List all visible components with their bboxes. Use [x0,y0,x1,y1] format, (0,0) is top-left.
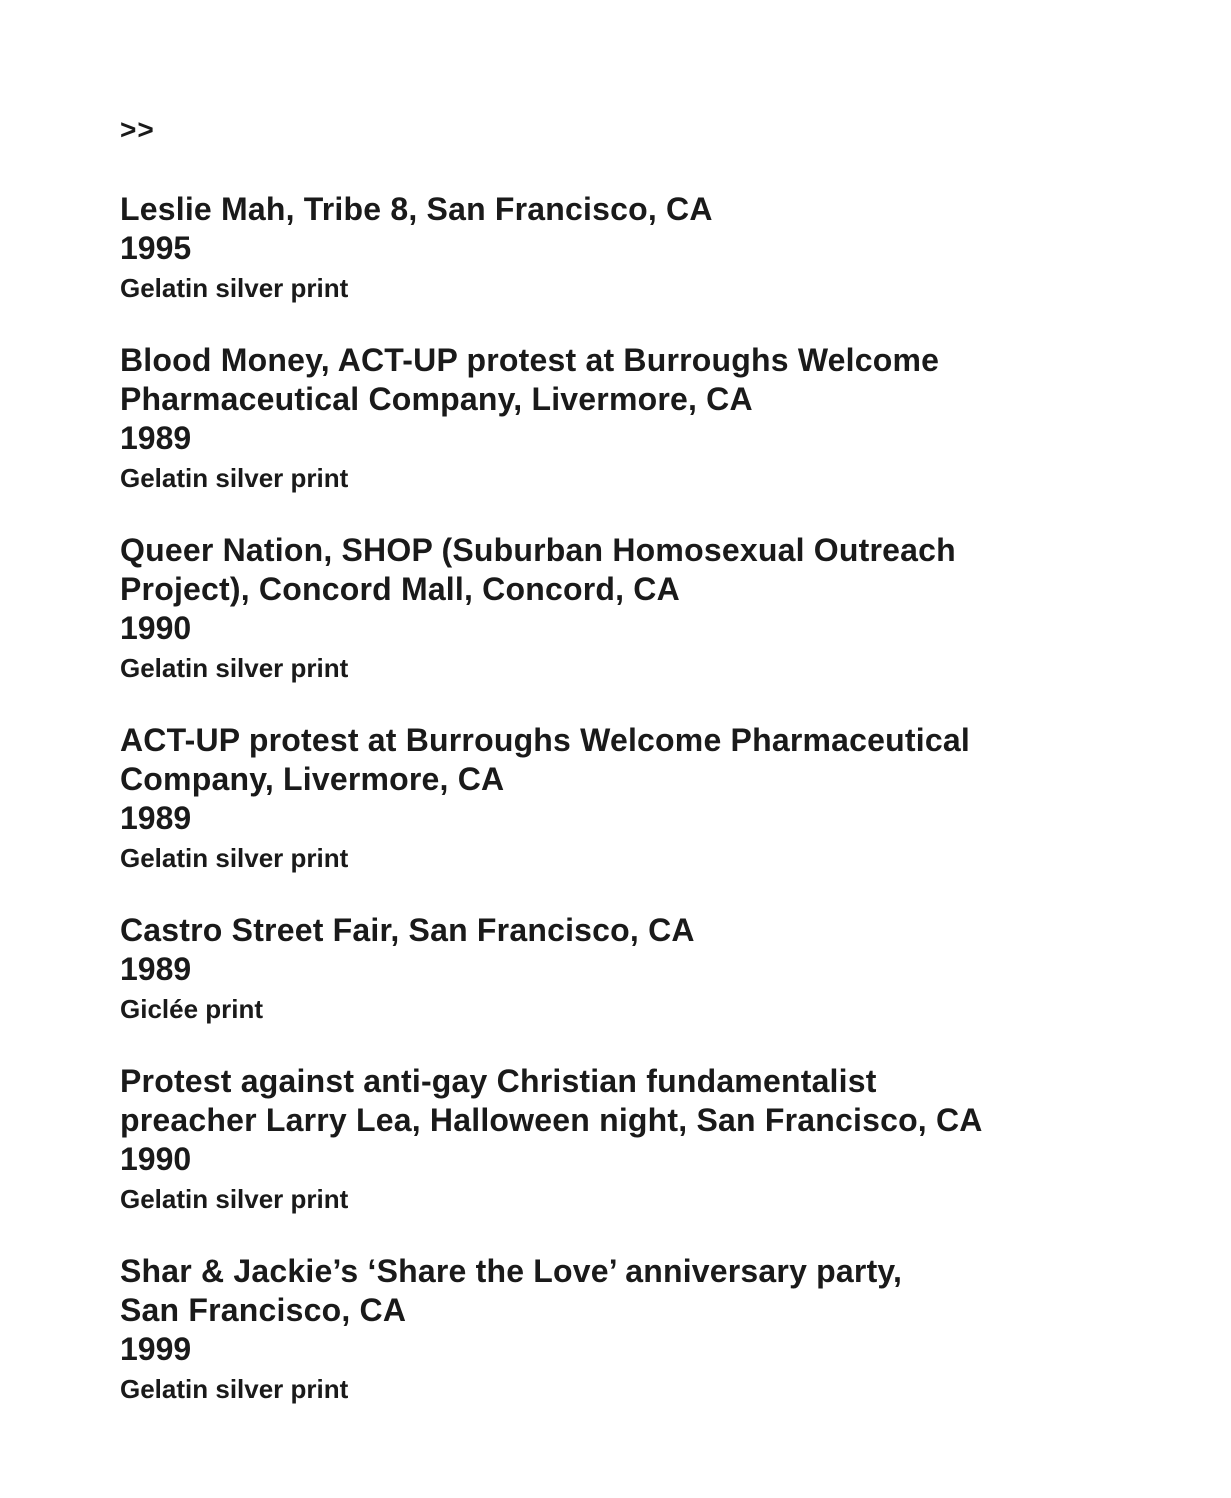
artwork-entry [120,721,1120,875]
artwork-medium: Gelatin silver print [120,1184,349,1214]
artwork-title: Blood Money, ACT-UP protest at Burroughs Welcome Pharmaceutical Company, Livermore, CA [120,342,940,417]
artwork-year: 1995 [120,230,192,266]
artwork-title: Protest against anti-gay Christian fundamentalist preacher Larry Lea, Halloween night, San Francisco, CA [120,1063,983,1138]
artwork-entry [120,1252,1120,1406]
artwork-year: 1989 [120,951,192,987]
artwork-medium: Gelatin silver print [120,273,349,303]
artwork-entry [120,531,1120,685]
artwork-year: 1999 [120,1331,192,1367]
caption-list-page [120,112,1120,1442]
artwork-year: 1989 [120,800,192,836]
artwork-title: Shar & Jackie’s ‘Share the Love’ anniversary party, San Francisco, CA [120,1253,903,1328]
artwork-entry [120,911,1120,1026]
artwork-entry [120,1062,1120,1216]
artwork-title: ACT-UP protest at Burroughs Welcome Pharmaceutical Company, Livermore, CA [120,722,970,797]
next-arrows-icon[interactable]: >> [120,114,155,145]
artwork-title: Castro Street Fair, San Francisco, CA [120,912,695,948]
artwork-year: 1989 [120,420,192,456]
artwork-medium: Gelatin silver print [120,843,349,873]
artwork-medium: Gelatin silver print [120,1374,349,1404]
artwork-medium: Gelatin silver print [120,653,349,683]
artwork-entry [120,341,1120,495]
artwork-year: 1990 [120,610,192,646]
artwork-title: Queer Nation, SHOP (Suburban Homosexual Outreach Project), Concord Mall, Concord, CA [120,532,956,607]
artwork-entry [120,190,1120,305]
artwork-medium: Giclée print [120,994,264,1024]
artwork-year: 1990 [120,1141,192,1177]
artwork-medium: Gelatin silver print [120,463,349,493]
artwork-title: Leslie Mah, Tribe 8, San Francisco, CA [120,191,713,227]
